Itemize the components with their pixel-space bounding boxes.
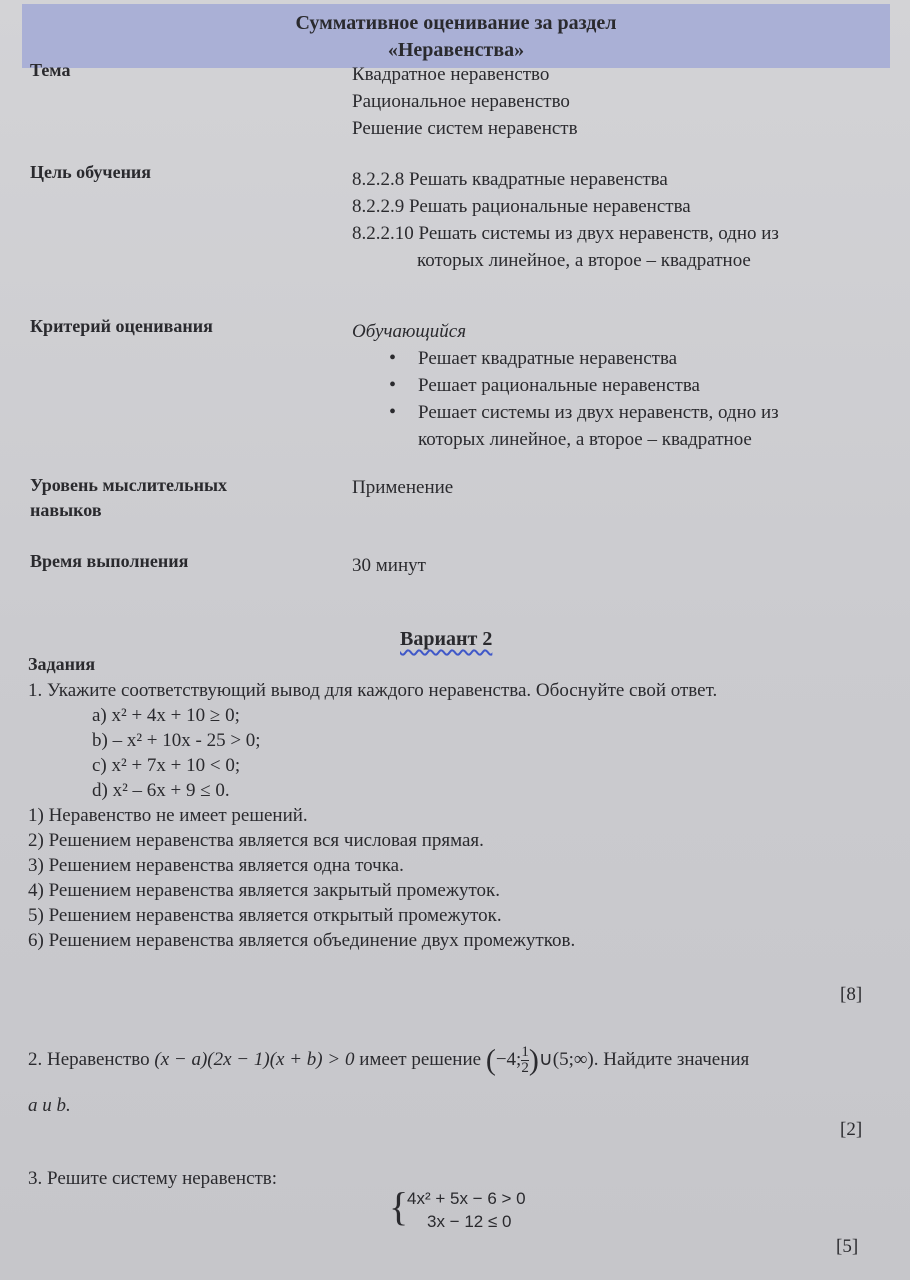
inequality-item: d) x² – 6x + 9 ≤ 0.: [92, 780, 230, 801]
task1-options: [28, 803, 575, 953]
interval-rest: ∪(5;∞): [538, 1049, 594, 1070]
option-item: 4) Решением неравенства является закрытый промежуток.: [28, 880, 500, 901]
inequality-item: b) – x² + 10x - 25 > 0;: [92, 730, 261, 751]
goal-label: Цель обучения: [30, 162, 152, 182]
time-label: Время выполнения: [30, 551, 189, 571]
task2-middle: имеет решение: [359, 1049, 482, 1070]
goal-values: [352, 166, 779, 274]
criteria-list: [352, 345, 779, 426]
title-line-1: Суммативное оценивание за раздел: [295, 12, 617, 34]
task2-expression: (x − a)(2x − 1)(x + b) > 0: [154, 1049, 355, 1070]
criteria-item: • Решает рациональные неравенства: [352, 372, 779, 399]
option-item: 3) Решением неравенства является одна точка.: [28, 855, 404, 876]
goal-value: 8.2.2.10 Решать системы из двух неравенств, одно из: [352, 223, 779, 244]
interval-start: −4;: [495, 1049, 522, 1070]
criteria-intro: Обучающийся: [352, 321, 467, 342]
inequality-system: [395, 1187, 526, 1233]
topic-value: Квадратное неравенство: [352, 64, 550, 85]
fraction-numerator: 1: [521, 1044, 529, 1061]
variant-title: Вариант 2: [400, 628, 493, 650]
task3-prompt: 3. Решите систему неравенств:: [28, 1168, 278, 1189]
title-banner: [22, 4, 890, 68]
option-item: 5) Решением неравенства является открытый промежуток.: [28, 905, 502, 926]
tasks-heading: Задания: [28, 654, 96, 674]
option-item: 1) Неравенство не имеет решений.: [28, 805, 308, 826]
skills-label-line: Уровень мыслительных: [30, 475, 228, 495]
topic-values: [352, 61, 578, 142]
system-line: { 4x² + 5x − 6 > 0: [407, 1189, 526, 1208]
task1-score: [8]: [840, 984, 863, 1005]
goal-value: 8.2.2.8 Решать квадратные неравенства: [352, 169, 668, 190]
task2-suffix: . Найдите значения: [593, 1049, 750, 1070]
fraction-denominator: 2: [521, 1060, 529, 1077]
task2-score: [2]: [840, 1119, 863, 1140]
skills-value: Применение: [352, 477, 454, 498]
open-paren: (: [485, 1043, 496, 1077]
title-line-2: «Неравенства»: [387, 39, 525, 61]
task3-score: [5]: [836, 1236, 859, 1257]
close-paren: ): [528, 1043, 539, 1077]
criteria-label: Критерий оценивания: [30, 316, 213, 336]
fraction: [521, 1045, 529, 1076]
criteria-item: • Решает квадратные неравенства: [352, 345, 779, 372]
option-item: 6) Решением неравенства является объединение двух промежутков.: [28, 930, 576, 951]
task1-prompt: 1. Укажите соответствующий вывод для каждого неравенства. Обоснуйте свой ответ.: [28, 680, 718, 701]
criteria-item-continuation: которых линейное, а второе – квадратное: [418, 429, 752, 450]
task2-prefix: 2. Неравенство: [28, 1049, 150, 1070]
task2-line2: a и b.: [28, 1095, 71, 1116]
goal-value: 8.2.2.9 Решать рациональные неравенства: [352, 196, 691, 217]
skills-label-line: навыков: [30, 500, 102, 520]
task2-statement: [28, 1040, 749, 1081]
time-value: 30 минут: [352, 555, 426, 576]
goal-value: которых линейное, а второе – квадратное: [417, 250, 751, 271]
topic-value: Решение систем неравенств: [352, 118, 578, 139]
skills-label: [30, 473, 227, 523]
criteria-item: • Решает системы из двух неравенств, одно из: [352, 399, 779, 426]
inequality-item: c) x² + 7x + 10 < 0;: [92, 755, 241, 776]
system-line: 3x − 12 ≤ 0: [427, 1212, 512, 1231]
topic-label: Тема: [30, 60, 71, 80]
task1-inequalities: [92, 703, 261, 803]
criteria-values: [352, 318, 779, 453]
topic-value: Рациональное неравенство: [352, 91, 570, 112]
option-item: 2) Решением неравенства является вся числовая прямая.: [28, 830, 484, 851]
inequality-item: a) x² + 4x + 10 ≥ 0;: [92, 705, 240, 726]
